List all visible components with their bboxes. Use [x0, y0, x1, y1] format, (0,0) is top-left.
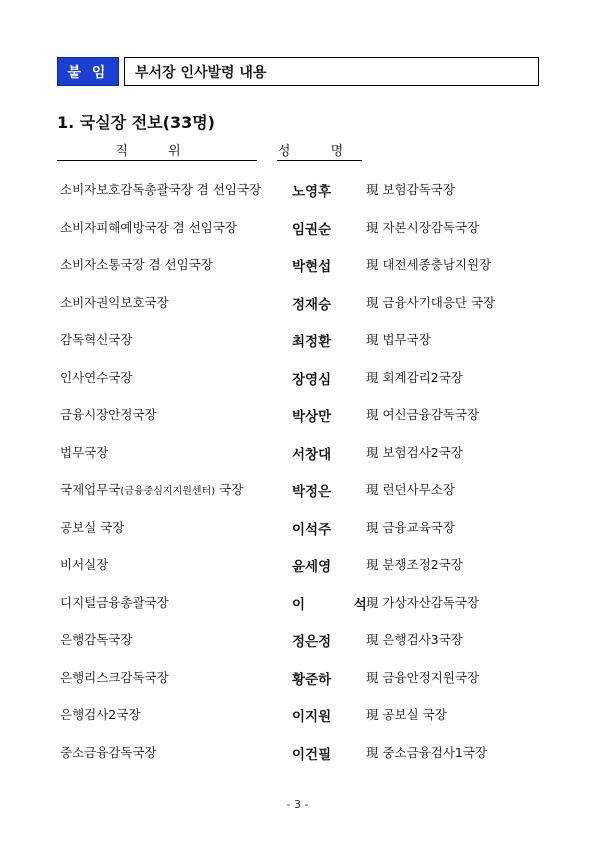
table-row [0, 170, 595, 208]
table-row [0, 583, 595, 621]
row-name: 임권순 [292, 221, 332, 238]
column-header-name: 성 명 [277, 140, 362, 161]
row-previous-post: 現 공보실 국장 [366, 707, 447, 722]
row-name: 윤세영 [292, 559, 332, 575]
row-position: 소비자피해예방국장 겸 선임국장 [60, 219, 237, 235]
row-name: 정재승 [292, 296, 332, 313]
row-name: 장영심 [292, 371, 332, 388]
row-position: 은행검사2국장 [60, 707, 141, 722]
row-previous-post: 現 보험검사2국장 [366, 444, 463, 460]
row-name: 이지원 [292, 709, 332, 725]
row-previous-post: 現 여신금융감독국장 [366, 407, 480, 422]
column-header-position: 직 위 [57, 140, 257, 161]
row-previous-post: 現 은행검사3국장 [366, 632, 463, 647]
row-previous-post: 現 금융교육국장 [366, 519, 455, 535]
row-previous-post: 現 가상자산감독국장 [366, 594, 480, 610]
row-position: 금융시장안정국장 [60, 407, 157, 422]
row-previous-post: 現 대전세종충남지원장 [366, 257, 492, 272]
row-previous-post: 現 금융안정지원국장 [366, 669, 480, 685]
row-name: 이건필 [292, 746, 332, 763]
row-name: 최정환 [292, 334, 332, 350]
row-name: 박현섭 [292, 259, 332, 275]
table-row [0, 545, 595, 583]
personnel-list [0, 170, 595, 770]
row-previous-post: 現 런던사무소장 [366, 482, 455, 497]
row-name: 박정은 [292, 484, 332, 500]
section-title: 1. 국실장 전보(33명) [57, 113, 215, 132]
row-position: 법무국장 [60, 444, 109, 460]
row-position: 소비자보호감독총괄국장 겸 선임국장 [60, 182, 262, 197]
row-name: 서창대 [292, 446, 332, 463]
attachment-header [57, 57, 539, 86]
table-row [0, 395, 595, 433]
row-position-tail: 국장 [215, 482, 244, 497]
row-position: 감독혁신국장 [60, 332, 133, 347]
page-number: - 3 - [286, 798, 309, 811]
row-position: 은행감독국장 [60, 632, 133, 647]
table-row [0, 208, 595, 246]
table-row [0, 470, 595, 508]
row-position: 소비자권익보호국장 [60, 294, 169, 310]
row-position: 인사연수국장 [60, 369, 133, 385]
row-name: 노영후 [292, 184, 332, 200]
row-name: 박상만 [292, 409, 332, 425]
row-name: 정은정 [292, 634, 332, 650]
row-position: 중소금융감독국장 [60, 744, 157, 760]
row-previous-post: 現 보험감독국장 [366, 182, 455, 197]
row-name: 이석주 [292, 521, 332, 538]
row-previous-post: 現 중소금융검사1국장 [366, 744, 488, 760]
row-position: 디지털금융총괄국장 [60, 594, 169, 610]
row-position [60, 480, 275, 498]
attachment-badge: 붙 임 [57, 57, 119, 86]
row-previous-post: 現 자본시장감독국장 [366, 219, 480, 235]
table-row [0, 245, 595, 283]
table-row [0, 358, 595, 396]
row-name: 이 석 [292, 596, 389, 613]
document-title: 부서장 인사발령 내용 [124, 57, 539, 86]
table-row [0, 695, 595, 733]
row-previous-post: 現 분쟁조정2국장 [366, 557, 463, 572]
row-previous-post: 現 금융사기대응단 국장 [366, 294, 496, 310]
table-row [0, 658, 595, 696]
row-position: 은행리스크감독국장 [60, 669, 169, 685]
row-position-note: (금융중심지지원센터) [120, 486, 216, 497]
table-row [0, 283, 595, 321]
row-name: 황준하 [292, 671, 332, 688]
table-row [0, 620, 595, 658]
table-row [0, 320, 595, 358]
row-position: 비서실장 [60, 557, 109, 572]
row-position: 소비자소통국장 겸 선임국장 [60, 257, 213, 272]
table-row [0, 733, 595, 771]
row-position-main: 국제업무국 [60, 482, 121, 497]
row-previous-post: 現 회계감리2국장 [366, 369, 463, 385]
row-previous-post: 現 법무국장 [366, 332, 431, 347]
table-row [0, 433, 595, 471]
row-position: 공보실 국장 [60, 519, 125, 535]
table-row [0, 508, 595, 546]
